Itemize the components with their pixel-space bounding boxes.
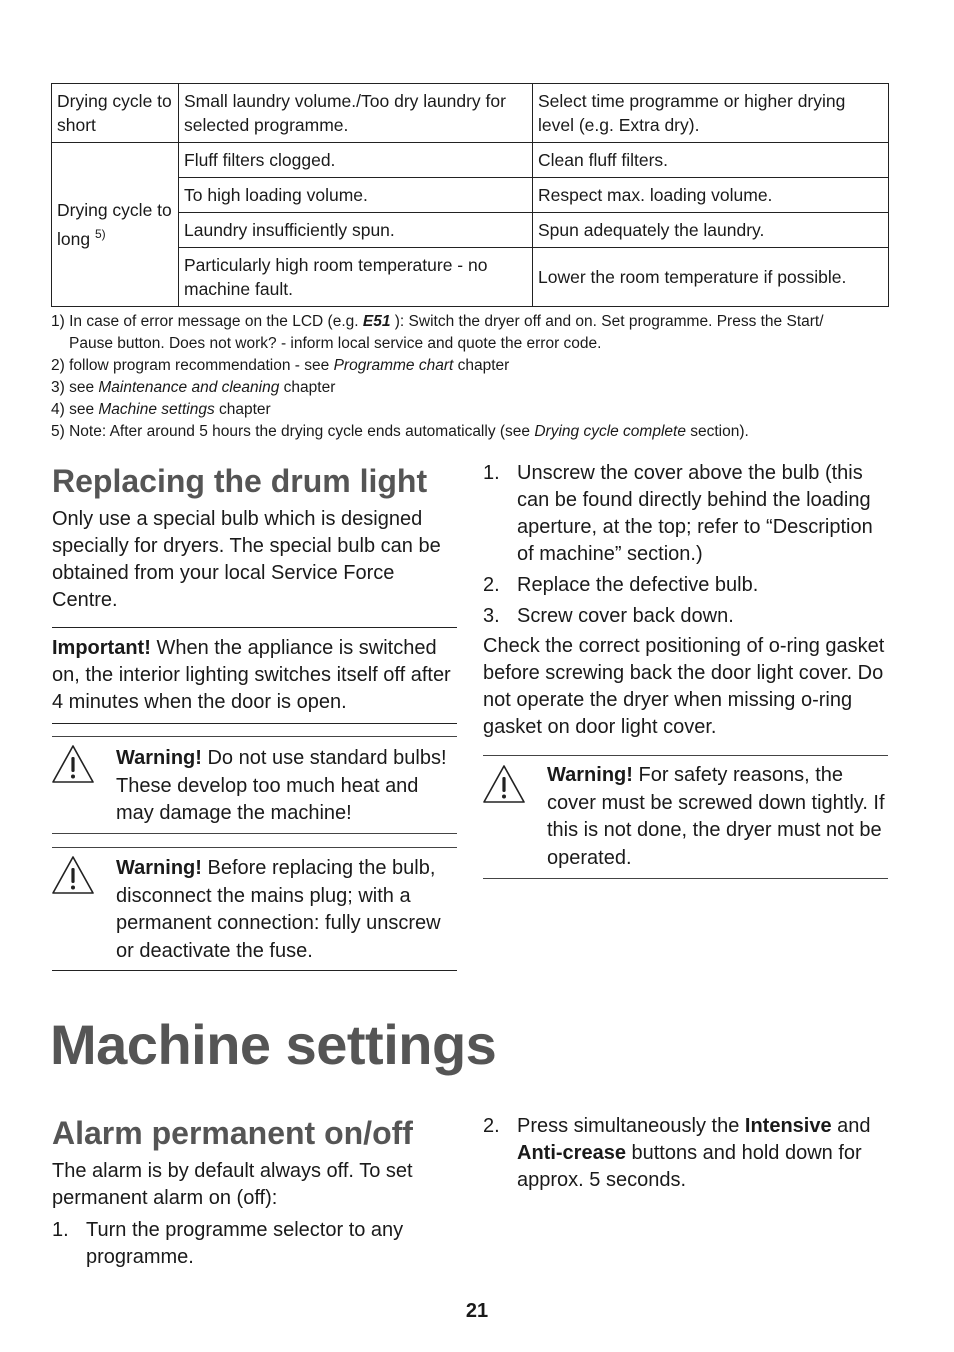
alarm-steps-left [52, 1217, 452, 1271]
divider [52, 736, 457, 737]
footnote-5: 5) Note: After around 5 hours the drying cycle ends automatically (see Drying cycle complete section). [51, 423, 749, 440]
table-cell-remedy: Lower the room temperature if possible. [533, 248, 889, 307]
warning-icon [51, 855, 95, 895]
divider [483, 755, 888, 756]
important-note: Important! When the appliance is switched on, the interior lighting switches itself off after 4 minutes when the door is open. [52, 637, 451, 713]
page-number: 21 [465, 1300, 489, 1322]
table-cell-remedy: Clean fluff filters. [533, 143, 889, 178]
table-row [52, 84, 889, 143]
warning-icon [482, 764, 526, 804]
section-heading-alarm: Alarm permanent on/off [52, 1115, 413, 1151]
table-row [52, 143, 889, 178]
table-cell-cause: Laundry insufficiently spun. [179, 213, 533, 248]
chapter-title: Machine settings [50, 1013, 497, 1076]
warning-standard-bulbs: Warning! Do not use standard bulbs! These develop too much heat and may damage the machine! [116, 747, 447, 824]
warning-cover-tight: Warning! For safety reasons, the cover must be screwed down tightly. If this is not done, the dryer must not be operated. [547, 764, 885, 869]
footnote-1-continued: Pause button. Does not work? - inform local service and quote the error code. [69, 335, 602, 352]
footnotes [51, 311, 901, 443]
table-cell-cause: Small laundry volume./Too dry laundry for selected programme. [179, 84, 533, 143]
divider [52, 970, 457, 971]
list-item: 2. Press simultaneously the Intensive and Anti-crease buttons and hold down for approx. 5 seconds. [483, 1115, 871, 1191]
table-cell-cause: Particularly high room temperature - no machine fault. [179, 248, 533, 307]
footnote-3: 3) see Maintenance and cleaning chapter [51, 379, 336, 396]
footnote-1: 1) In case of error message on the LCD (e.g. E51 ): Switch the dryer off and on. Set programme. Press the Start/ [51, 313, 824, 330]
warning-disconnect-mains: Warning! Before replacing the bulb, disconnect the mains plug; with a permanent connection: fully unscrew or deactivate the fuse. [116, 857, 441, 962]
intensive-button-label: Intensive [744, 1115, 832, 1137]
divider [52, 847, 457, 848]
list-item: 1. Turn the programme selector to any programme. [52, 1219, 404, 1268]
table-cell-symptom: Drying cycle to short [52, 84, 179, 143]
footnote-4: 4) see Machine settings chapter [51, 401, 271, 418]
table-cell-remedy: Respect max. loading volume. [533, 178, 889, 213]
table-cell-remedy: Select time programme or higher drying level (e.g. Extra dry). [533, 84, 889, 143]
divider [483, 878, 888, 879]
important-label: Important! [52, 637, 151, 659]
warning-icon [51, 744, 95, 784]
divider [52, 627, 457, 628]
anti-crease-button-label: Anti-crease [517, 1142, 626, 1164]
drum-light-intro: Only use a special bulb which is designed specially for dryers. The special bulb can be obtained from your local Service Force Centre. [52, 508, 441, 611]
list-item: 1. Unscrew the cover above the bulb (this can be found directly behind the loading aperture, at the top; refer to “Description of machine” section.) [483, 462, 873, 565]
table-cell-cause: Fluff filters clogged. [179, 143, 533, 178]
footnote-2: 2) follow program recommendation - see Programme chart chapter [51, 357, 510, 374]
divider [52, 833, 457, 834]
troubleshooting-table [51, 83, 889, 307]
table-cell-remedy: Spun adequately the laundry. [533, 213, 889, 248]
alarm-steps-right [483, 1113, 893, 1194]
section-heading-drum-light: Replacing the drum light [52, 463, 428, 499]
alarm-intro: The alarm is by default always off. To set permanent alarm on (off): [52, 1160, 413, 1209]
drum-light-steps [483, 460, 893, 630]
table-cell-cause: To high loading volume. [179, 178, 533, 213]
table-cell-symptom: Drying cycle to long $^{5)}$ [52, 143, 179, 307]
gasket-check-note: Check the correct positioning of o-ring gasket before screwing back the door light cover. Do not operate the dryer when missing o-ring gasket on door light cover. [483, 635, 885, 738]
list-item: 2. Replace the defective bulb. [483, 574, 759, 596]
list-item: 3. Screw cover back down. [483, 605, 734, 627]
divider [52, 723, 457, 724]
